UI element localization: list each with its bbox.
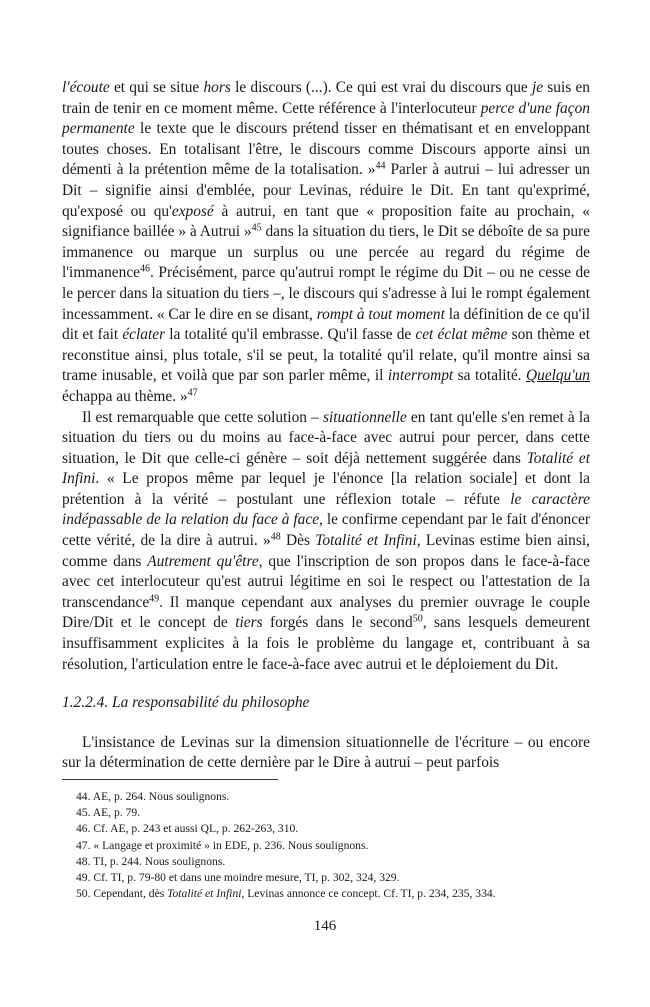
paragraph-1: l'écoute et qui se situe hors le discours (...). Ce qui est vrai du discours que je suis en train de tenir en ce moment même. Cette référence à l'interlocuteur perce d'une façon permanente le texte que le discours prétend tisser en thématisant et en enveloppant toutes choses. En totalisant l'être, le discours comme Discours apporte ainsi un démenti à la prétention même de la totalisation. »$^{44}$ Parler à autrui – lui adresser un Dit – signifie ainsi d'emblée, pour Levinas, réduire le Dit. En tant qu'exprimé, qu'exposé ou qu'exposé à autrui, en tant que « proposition faite au prochain, « signifiance baillée » à Autrui »$^{45}$ dans la situation du tiers, le Dit se déboîte de sa pure immanence ou marque un surplus ou une percée au regard du régime de l'immanence$^{46}$. Précisément, parce qu'autrui rompt le régime du Dit – ou ne cesse de le percer dans la situation du tiers –, le discours qui s'adresse à lui le rompt également incessamment. « Car le dire en se disant, rompt à tout moment la définition de ce qu'il dit et fait éclater la totalité qu'il embrasse. Qu'il fasse de cet éclat même son thème et reconstitue ainsi, plus totale, s'il se peut, la totalité qu'il relate, qu'il montre ainsi sa trame inusable, et voilà que par son parler même, il interrompt sa totalité. Quelqu'un échappa au thème. »$^{47}$: [62, 79, 591, 405]
footnotes: [76, 789, 596, 902]
main-text: [62, 78, 590, 774]
footnote-46: 46. Cf. AE, p. 243 et aussi QL, p. 262-263, 310.: [76, 822, 299, 836]
footnote-45: 45. AE, p. 79.: [76, 806, 141, 820]
footnote-44: 44. AE, p. 264. Nous soulignons.: [76, 790, 230, 803]
section-heading: 1.2.2.4. La responsabilité du philosophe: [62, 694, 310, 712]
footnote-49: 49. Cf. TI, p. 79-80 et dans une moindre mesure, TI, p. 302, 324, 329.: [76, 871, 400, 885]
paragraph-2: Il est remarquable que cette solution – situationnelle en tant qu'elle s'en remet à la situation du tiers ou du moins au face-à-face avec autrui pour percer, dans cette situation, le Dit que celle-ci génère – soit déjà nettement suggérée dans Totalité et Infini. « Le propos même par lequel je l'énonce [la relation sociale] et dont la prétention à la vérité – postulant une réflexion totale – réfute le caractère indépassable de la relation du face à face, le confirme cependant par le fait d'énoncer cette vérité, de la dire à autrui. »$^{48}$ Dès Totalité et Infini, Levinas estime bien ainsi, comme dans Autrement qu'être, que l'inscription de son propos dans le face-à-face avec cet interlocuteur qu'est autrui légitime en soi le respect ou l'attestation de la transcendance$^{49}$. Il manque cependant aux analyses du premier ouvrage le couple Dire/Dit et le concept de tiers forgés dans le second$^{50}$, sans lesquels demeurent insuffisamment explicites à la fois le problème du langage et, contribuant à sa résolution, l'articulation entre le face-à-face avec autrui et le déploiement du Dit.: [62, 408, 591, 673]
page-number: 146: [313, 918, 337, 934]
footnote-50: 50. Cependant, dès Totalité et Infini, Levinas annonce ce concept. Cf. TI, p. 234, 235, 334.: [76, 887, 496, 901]
paragraph-3: L'insistance de Levinas sur la dimension situationnelle de l'écriture – ou encore sur la détermination de cette dernière par le Dire à autrui – peut parfois: [62, 733, 590, 772]
footnote-47: 47. « Langage et proximité » in EDE, p. 236. Nous soulignons.: [76, 838, 369, 852]
footnote-48: 48. TI, p. 244. Nous soulignons.: [76, 854, 226, 868]
footnote-separator: [62, 779, 278, 780]
